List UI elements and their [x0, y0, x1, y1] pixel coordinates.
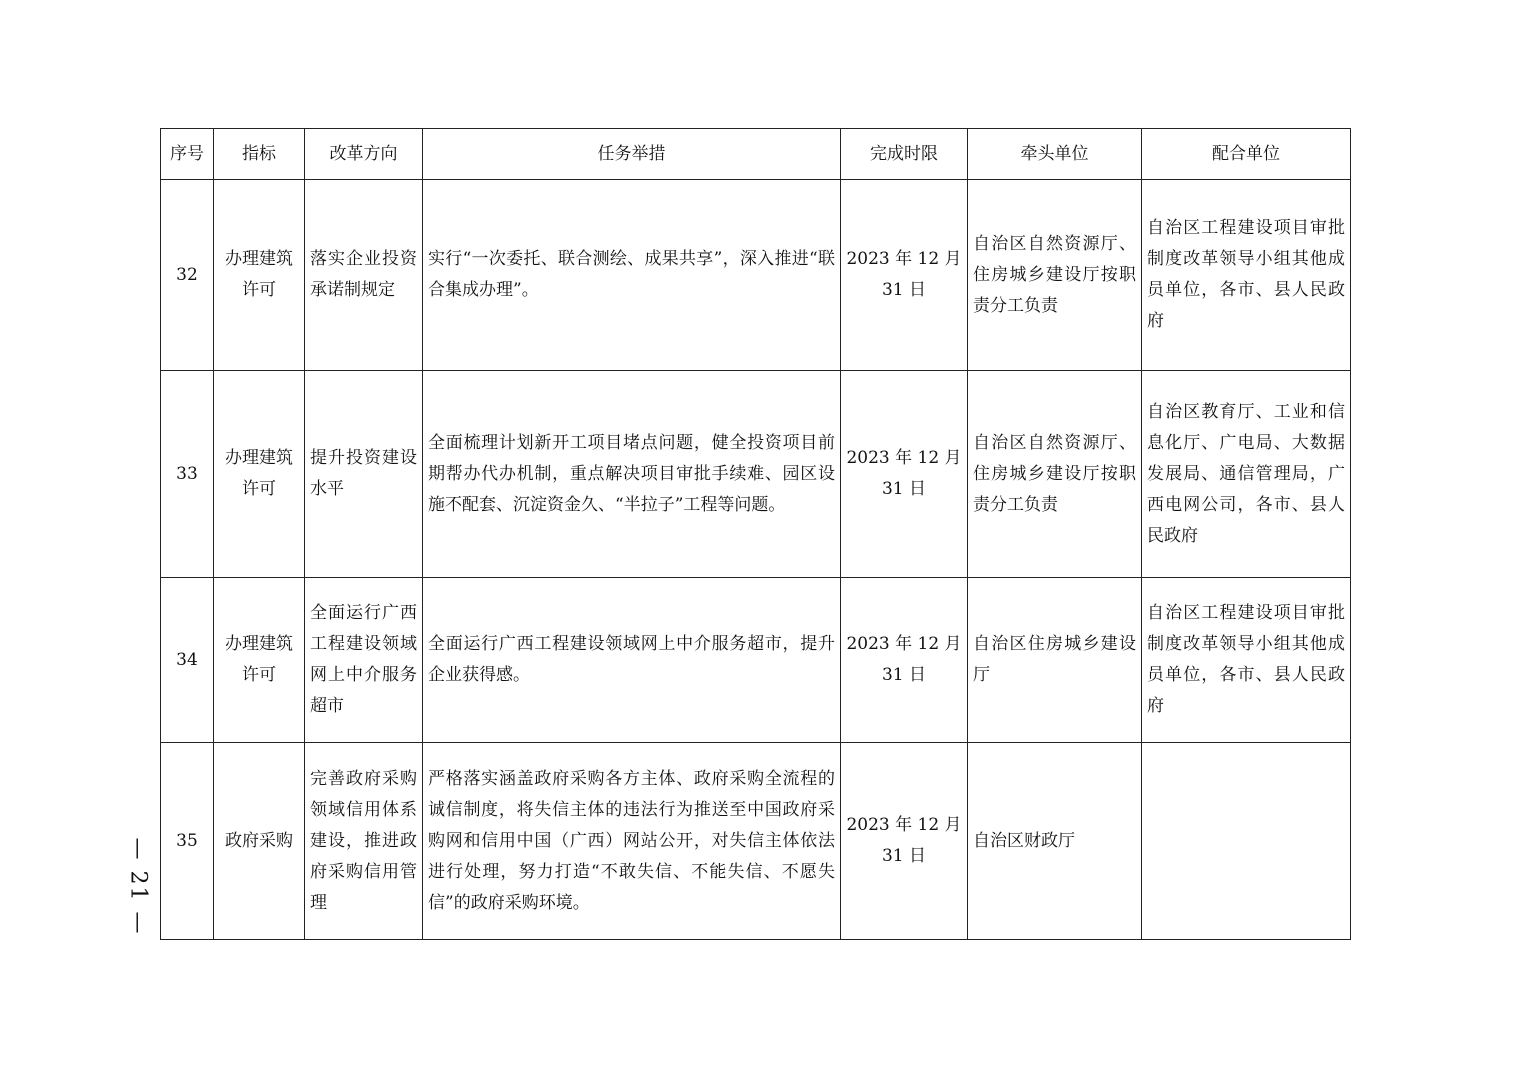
cell-serial: 35	[161, 743, 214, 940]
header-deadline: 完成时限	[841, 129, 968, 180]
page-number-text: — 21 —	[125, 837, 151, 935]
cell-measures: 全面运行广西工程建设领域网上中介服务超市，提升企业获得感。	[423, 578, 841, 743]
cell-serial: 34	[161, 578, 214, 743]
cell-deadline: 2023 年 12 月 31 日	[841, 180, 968, 371]
table-row	[161, 180, 1351, 371]
cell-direction: 全面运行广西工程建设领域网上中介服务超市	[305, 578, 423, 743]
cell-serial: 32	[161, 180, 214, 371]
cell-partner-unit: 自治区工程建设项目审批制度改革领导小组其他成员单位，各市、县人民政府	[1142, 578, 1351, 743]
cell-lead-unit: 自治区自然资源厅、住房城乡建设厅按职责分工负责	[968, 180, 1142, 371]
cell-measures: 全面梳理计划新开工项目堵点问题，健全投资项目前期帮办代办机制，重点解决项目审批手续难、园区设施不配套、沉淀资金久、“半拉子”工程等问题。	[423, 371, 841, 578]
cell-deadline: 2023 年 12 月 31 日	[841, 743, 968, 940]
cell-deadline: 2023 年 12 月 31 日	[841, 371, 968, 578]
cell-indicator: 办理建筑许可	[214, 578, 305, 743]
cell-indicator: 办理建筑许可	[214, 371, 305, 578]
cell-serial: 33	[161, 371, 214, 578]
header-indicator: 指标	[214, 129, 305, 180]
cell-indicator: 办理建筑许可	[214, 180, 305, 371]
cell-indicator: 政府采购	[214, 743, 305, 940]
cell-lead-unit: 自治区财政厅	[968, 743, 1142, 940]
page-number	[118, 826, 158, 946]
cell-direction: 落实企业投资承诺制规定	[305, 180, 423, 371]
cell-measures: 实行“一次委托、联合测绘、成果共享”，深入推进“联合集成办理”。	[423, 180, 841, 371]
cell-lead-unit: 自治区住房城乡建设厅	[968, 578, 1142, 743]
cell-lead-unit: 自治区自然资源厅、住房城乡建设厅按职责分工负责	[968, 371, 1142, 578]
cell-direction: 完善政府采购领域信用体系建设，推进政府采购信用管理	[305, 743, 423, 940]
cell-partner-unit	[1142, 743, 1351, 940]
header-partner-unit: 配合单位	[1142, 129, 1351, 180]
cell-deadline: 2023 年 12 月 31 日	[841, 578, 968, 743]
table-header-row	[161, 129, 1351, 180]
table-row	[161, 743, 1351, 940]
header-measures: 任务举措	[423, 129, 841, 180]
cell-partner-unit: 自治区工程建设项目审批制度改革领导小组其他成员单位，各市、县人民政府	[1142, 180, 1351, 371]
cell-partner-unit: 自治区教育厅、工业和信息化厅、广电局、大数据发展局、通信管理局，广西电网公司，各市、县人民政府	[1142, 371, 1351, 578]
header-lead-unit: 牵头单位	[968, 129, 1142, 180]
header-direction: 改革方向	[305, 129, 423, 180]
reform-task-table	[160, 128, 1351, 940]
header-serial: 序号	[161, 129, 214, 180]
cell-direction: 提升投资建设水平	[305, 371, 423, 578]
table-row	[161, 371, 1351, 578]
cell-measures: 严格落实涵盖政府采购各方主体、政府采购全流程的诚信制度，将失信主体的违法行为推送至中国政府采购网和信用中国（广西）网站公开，对失信主体依法进行处理，努力打造“不敢失信、不能失信、不愿失信”的政府采购环境。	[423, 743, 841, 940]
table-row	[161, 578, 1351, 743]
